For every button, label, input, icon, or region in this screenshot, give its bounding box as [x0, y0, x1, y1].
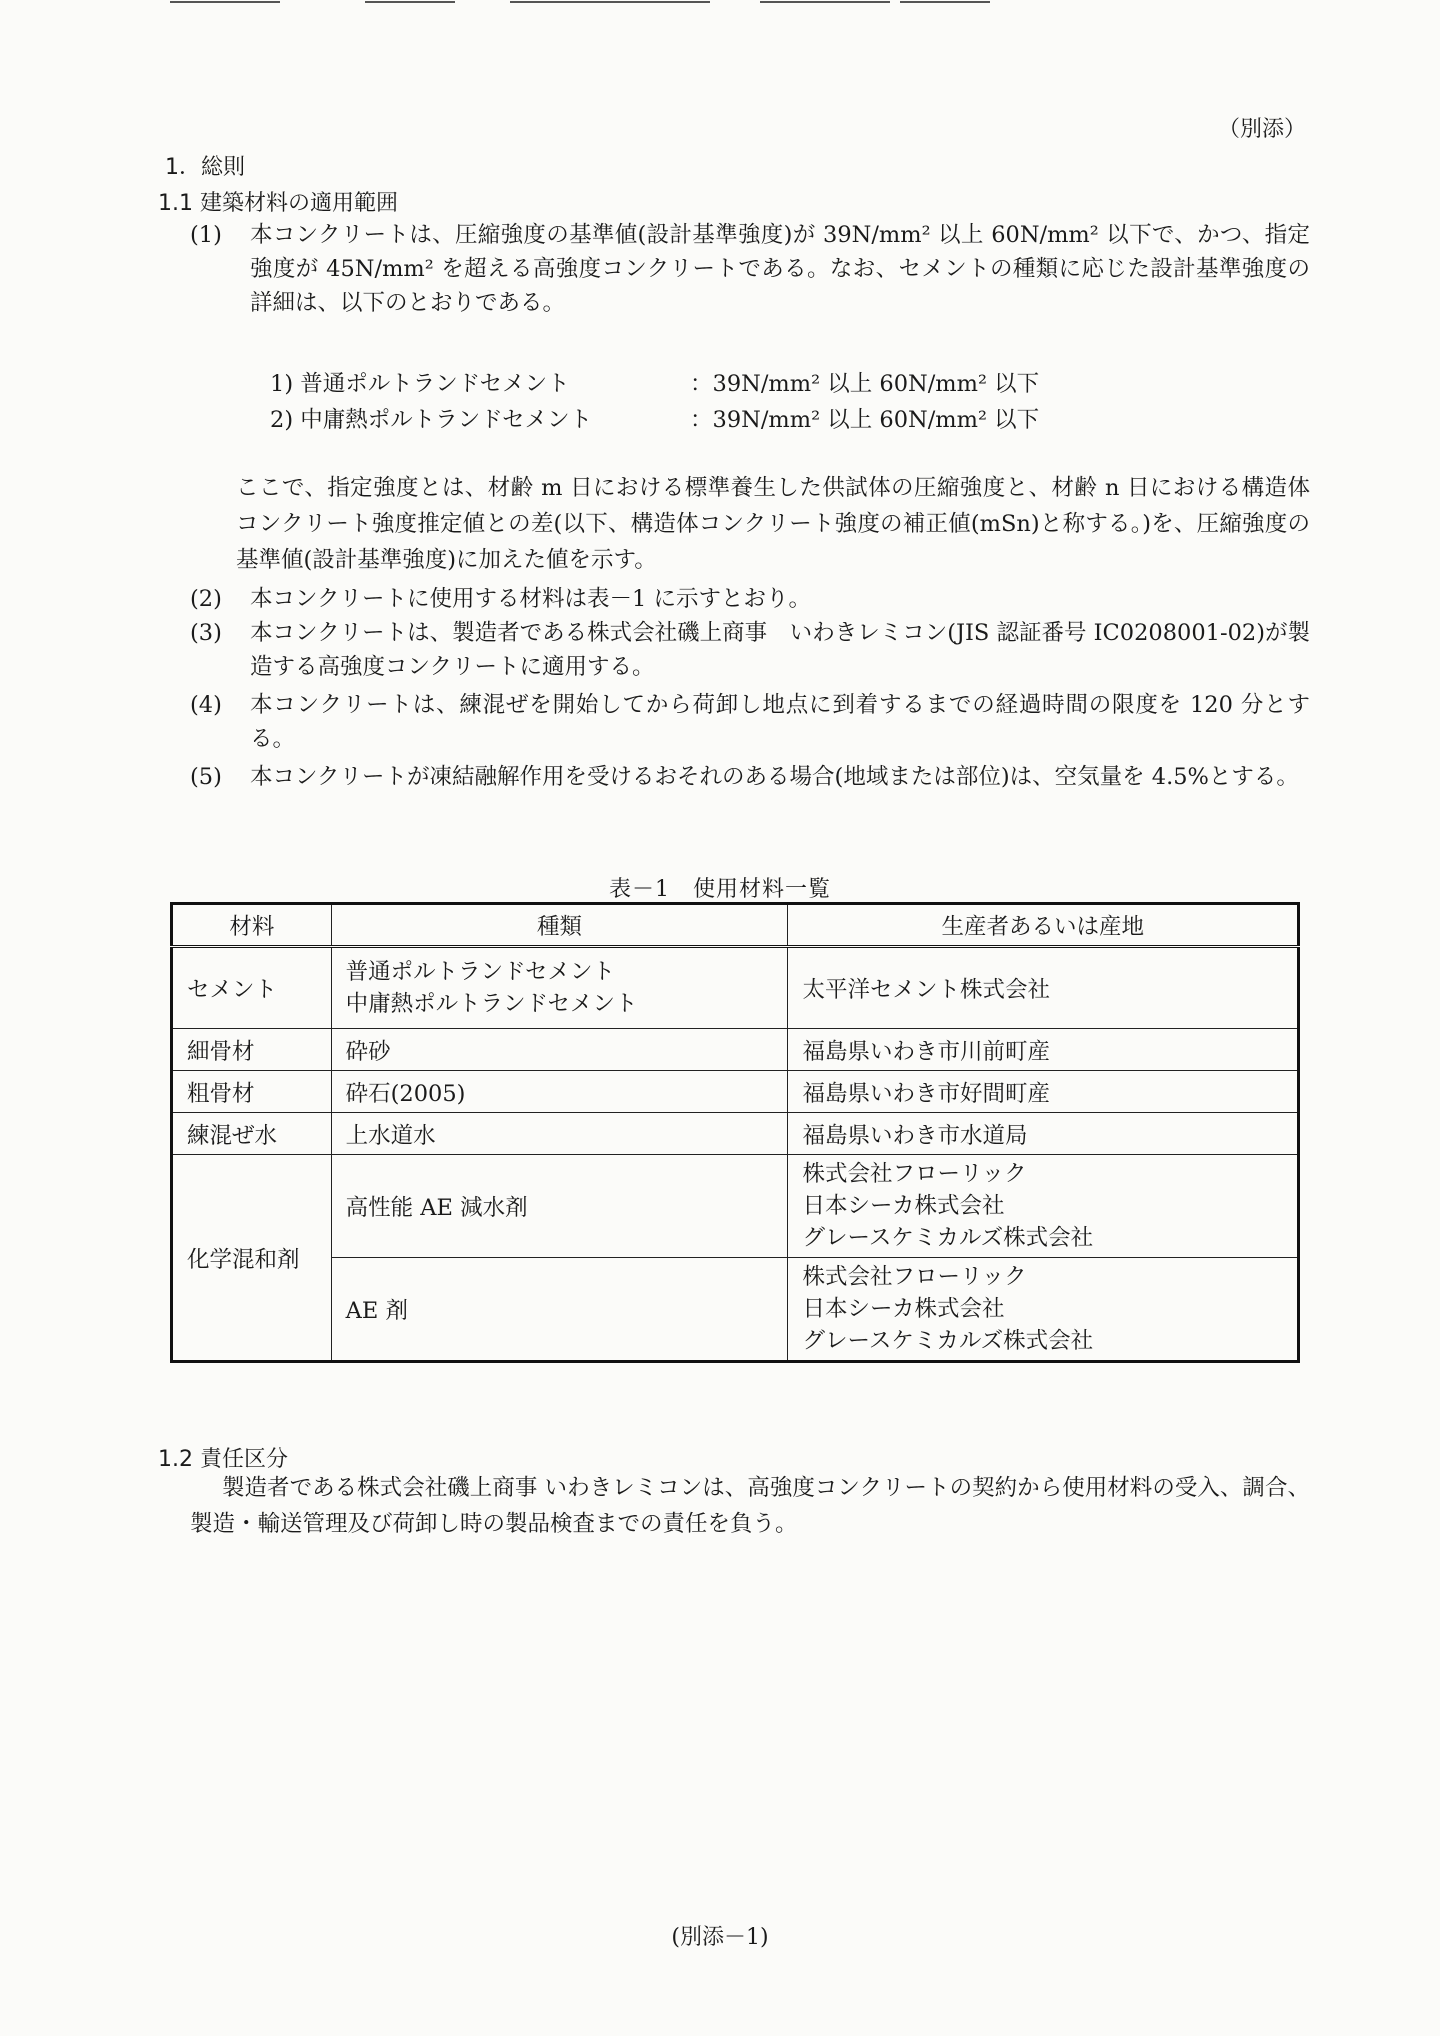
- item-text: 本コンクリートは、圧縮強度の基準値(設計基準強度)が 39N/mm² 以上 60N/mm² 以下で、かつ、指定強度が 45N/mm² を超える高強度コンクリートである。なお、セメントの種類に応じた設計基準強度の詳細は、以下のとおりである。: [250, 222, 1310, 316]
- item-number: (5): [190, 764, 222, 790]
- materials-table: [170, 902, 1300, 1363]
- producer-line: 株式会社フローリック: [802, 1161, 1027, 1187]
- material-cell: 練混ぜ水: [172, 1113, 332, 1155]
- producer-line: グレースケミカルズ株式会社: [802, 1328, 1094, 1354]
- type-cell: [331, 947, 788, 1029]
- material-cell: セメント: [172, 947, 332, 1029]
- producer-cell: [788, 1155, 1299, 1258]
- material-cell: 粗骨材: [172, 1071, 332, 1113]
- type-cell: 砕砂: [331, 1029, 788, 1071]
- table-header-row: [172, 904, 1299, 947]
- page-footer: (別添－1): [671, 1925, 769, 1950]
- table-caption: 表－1 使用材料一覧: [609, 877, 831, 902]
- table-row: [172, 947, 1299, 1029]
- producer-line: 日本シーカ株式会社: [802, 1296, 1005, 1322]
- column-header: 生産者あるいは産地: [788, 904, 1299, 947]
- column-header: 種類: [331, 904, 788, 947]
- producer-line: グレースケミカルズ株式会社: [802, 1225, 1094, 1251]
- type-cell: 上水道水: [331, 1113, 788, 1155]
- producer-cell: 福島県いわき市好間町産: [788, 1071, 1299, 1113]
- section-heading-general: 1．総則: [165, 155, 245, 180]
- table-row: [172, 1029, 1299, 1071]
- cement-strength-label-2: 2) 中庸熱ポルトランドセメント: [270, 407, 593, 433]
- table-row: [172, 1155, 1299, 1258]
- table-row: [172, 1258, 1299, 1362]
- cement-strength-range-2: ：39N/mm² 以上 60N/mm² 以下: [690, 407, 1040, 433]
- producer-line: 株式会社フローリック: [802, 1264, 1027, 1290]
- section-heading-responsibility: 1.2 責任区分: [158, 1447, 288, 1472]
- item-text: 本コンクリートに使用する材料は表－1 に示すとおり。: [250, 586, 812, 612]
- item-number: (1): [190, 222, 222, 248]
- material-cell: 細骨材: [172, 1029, 332, 1071]
- type-cell: 高性能 AE 減水剤: [331, 1155, 788, 1258]
- cement-strength-label-1: 1) 普通ポルトランドセメント: [270, 371, 570, 397]
- table-row: [172, 1071, 1299, 1113]
- type-cell: 砕石(2005): [331, 1071, 788, 1113]
- scan-edge-marks: [0, 0, 1440, 4]
- producer-cell: 太平洋セメント株式会社: [788, 947, 1299, 1029]
- responsibility-text: 製造者である株式会社磯上商事 いわきレミコンは、高強度コンクリートの契約から使用材料の受入、調合、製造・輸送管理及び荷卸し時の製品検査までの責任を負う。: [190, 1475, 1310, 1537]
- strength-definition: ここで、指定強度とは、材齢 m 日における標準養生した供試体の圧縮強度と、材齢 n 日における構造体コンクリート強度推定値との差(以下、構造体コンクリート強度の補正値(mSn)と称する。)を、圧縮強度の基準値(設計基準強度)に加えた値を示す。: [236, 475, 1310, 573]
- producer-line: 日本シーカ株式会社: [802, 1193, 1005, 1219]
- type-line: 中庸熱ポルトランドセメント: [345, 991, 638, 1017]
- producer-cell: 福島県いわき市川前町産: [788, 1029, 1299, 1071]
- attachment-label: （別添）: [1218, 117, 1307, 142]
- type-cell: AE 剤: [331, 1258, 788, 1362]
- item-number: (3): [190, 620, 222, 646]
- cement-strength-range-1: ：39N/mm² 以上 60N/mm² 以下: [690, 371, 1040, 397]
- item-text: 本コンクリートが凍結融解作用を受けるおそれのある場合(地域または部位)は、空気量を 4.5%とする。: [250, 764, 1299, 790]
- type-line: 普通ポルトランドセメント: [345, 959, 615, 985]
- column-header: 材料: [172, 904, 332, 947]
- item-text: 本コンクリートは、練混ぜを開始してから荷卸し地点に到着するまでの経過時間の限度を 120 分とする。: [250, 692, 1310, 752]
- producer-cell: [788, 1258, 1299, 1362]
- table-row: [172, 1113, 1299, 1155]
- item-text: 本コンクリートは、製造者である株式会社磯上商事 いわきレミコン(JIS 認証番号 IC0208001-02)が製造する高強度コンクリートに適用する。: [250, 620, 1310, 680]
- material-cell: 化学混和剤: [172, 1155, 332, 1362]
- section-heading-scope: 1.1 建築材料の適用範囲: [158, 191, 398, 216]
- item-number: (2): [190, 586, 222, 612]
- producer-cell: 福島県いわき市水道局: [788, 1113, 1299, 1155]
- item-number: (4): [190, 692, 222, 718]
